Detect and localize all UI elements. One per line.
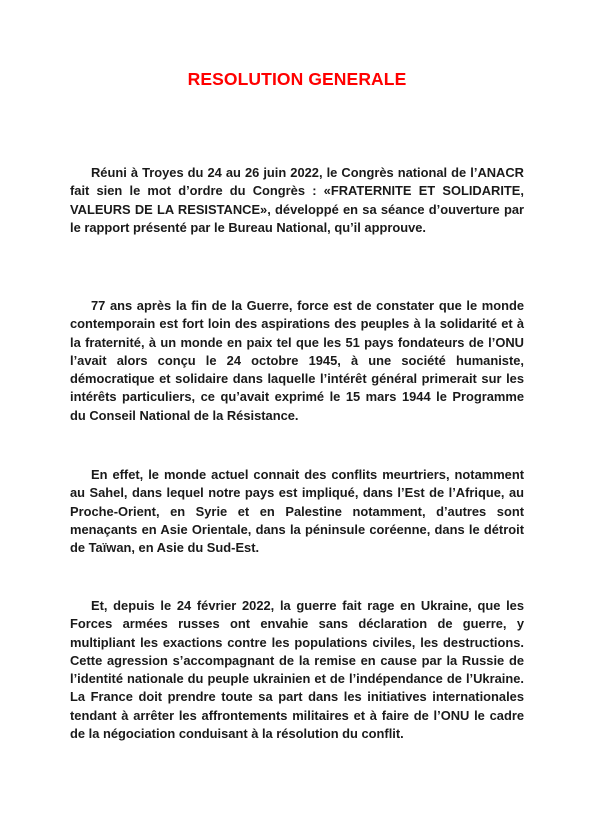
paragraph-post-war: 77 ans après la fin de la Guerre, force est de constater que le monde contemporain est fort loin des aspirations des peuples à la solidarité et à la fraternité, à un monde en paix tel que les 51 pays fondateurs de l’ONU l’avait alors conçu le 24 octobre 1945, à une société humaniste, démocratique et solidaire dans laquelle l’intérêt général primerait sur les intérêts particuliers, ce qu’avait exprimé le 15 mars 1944 le Programme du Conseil National de la Résistance. xyxy=(70,298,524,423)
paragraph-ukraine: Et, depuis le 24 février 2022, la guerre fait rage en Ukraine, que les Forces armées russes ont envahie sans déclaration de guerre, y multipliant les exactions contre les populations civiles, les destructions. Cette agression s’accompagnant de la remise en cause par la Russie de l’identité nationale du peuple ukrainien et de l’indépendance de l’Ukraine. La France doit prendre toute sa part dans les initiatives internationales tendant à arrêter les affrontements militaires et à faire de l’ONU le cadre de la négociation conduisant à la résolution du conflit. xyxy=(70,598,524,742)
paragraph-conflicts: En effet, le monde actuel connait des conflits meurtriers, notamment au Sahel, dans lequel notre pays est impliqué, dans l’Est de l’Afrique, au Proche-Orient, en Syrie et en Palestine notamment, d’autres sont menaçants en Asie Orientale, dans la péninsule coréenne, dans le détroit de Taïwan, en Asie du Sud-Est. xyxy=(70,467,524,556)
paragraph-congress: Réuni à Troyes du 24 au 26 juin 2022, le Congrès national de l’ANACR fait sien le mot d’ordre du Congrès : «FRATERNITE ET SOLIDARITE, VALEURS DE LA RESISTANCE», développé en sa séance d’ouverture par le rapport présenté par le Bureau National, qu’il approuve. xyxy=(70,165,524,235)
document-title: RESOLUTION GENERALE xyxy=(187,69,407,89)
